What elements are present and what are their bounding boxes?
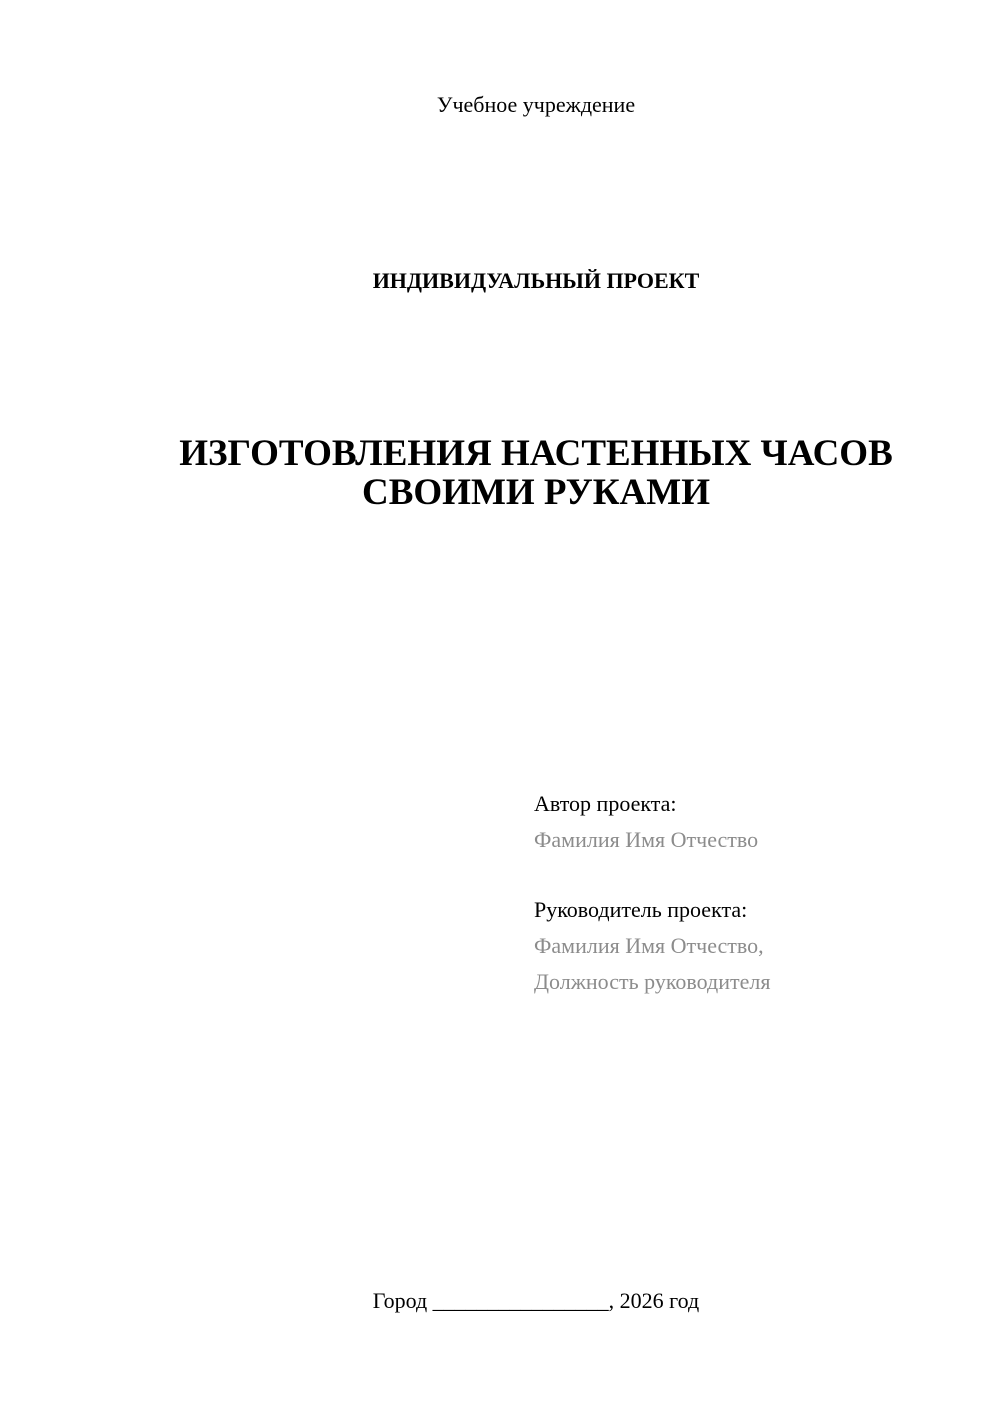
institution-name: Учебное учреждение [436,92,636,117]
author-name: Фамилия Имя Отчество [534,827,759,852]
supervisor-position: Должность руководителя [534,969,771,994]
city-year-footer: Город ________________, 2026 год [372,1288,700,1313]
supervisor-label: Руководитель проекта: [534,897,748,922]
project-title [0,434,1000,512]
supervisor-name: Фамилия Имя Отчество, [534,933,764,958]
author-label: Автор проекта: [534,791,677,816]
author-block [534,786,758,858]
project-title-line-1: ИЗГОТОВЛЕНИЯ НАСТЕННЫХ ЧАСОВ [179,433,893,474]
project-type-heading: ИНДИВИДУАЛЬНЫЙ ПРОЕКТ [372,268,700,293]
project-title-line-2: СВОИМИ РУКАМИ [362,472,710,513]
supervisor-block [534,892,770,1000]
